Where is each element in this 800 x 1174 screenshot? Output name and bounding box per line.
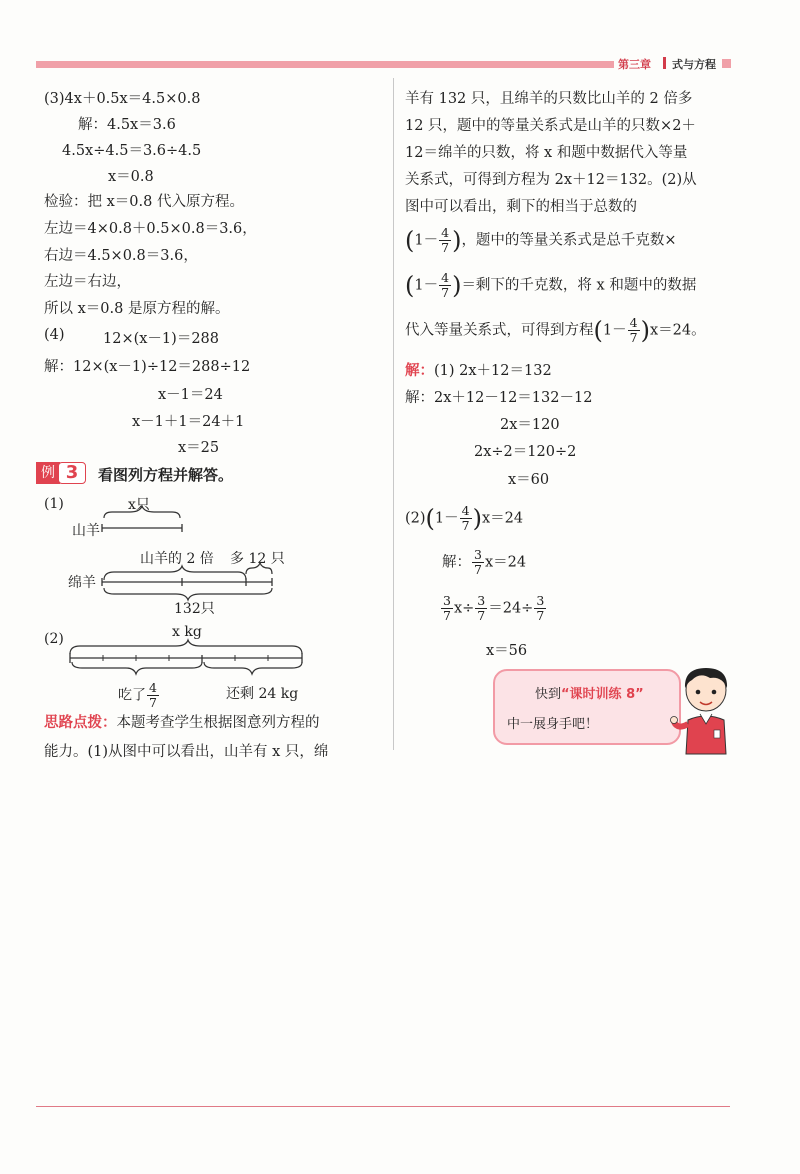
p3-step2: 4.5x÷4.5＝3.6÷4.5 (62, 143, 202, 159)
p4-label: (4) (44, 327, 65, 343)
speech-bubble (493, 669, 681, 745)
diagram1-sheep-label: 绵羊 (68, 575, 96, 591)
tip-line2: 能力。(1)从图中可以看出，山羊有 x 只，绵 (44, 744, 329, 760)
analysis-line2: 12 只，题中的等量关系式是山羊的只数×2＋ (405, 118, 696, 134)
diagram2-ate-label: 吃了 $\frac{4}{7}$ (118, 680, 157, 710)
solution-label: 解： (405, 363, 434, 379)
bubble-line2: 中一展身手吧！ (507, 717, 599, 732)
tip-label: 思路点拨： (44, 715, 117, 731)
diagram1-top-label: x只 (128, 497, 150, 513)
p3-check: 检验：把 x＝0.8 代入原方程。 (44, 194, 244, 210)
chapter-title: 式与方程 (672, 58, 716, 71)
example-number: 3 (58, 462, 86, 484)
analysis-line7: (1－ $\frac{4}{7}$ )＝剩下的千克数，将 x 和题中的数据 (405, 270, 697, 300)
solution1-step4: x＝60 (508, 472, 550, 488)
solution1-step1: 解：2x＋12－12＝132－12 (405, 390, 593, 406)
bubble-line1: 快到“课时训练 8” (535, 687, 644, 702)
analysis-line8: 代入等量关系式，可得到方程(1－ $\frac{4}{7}$ )x＝24。 (405, 315, 706, 345)
analysis-line6: (1－ $\frac{4}{7}$ )，题中的等量关系式是总千克数× (405, 225, 677, 255)
solution2-step2: $\frac{3}{7}$ x÷ $\frac{3}{7}$ ＝24÷ $\frac{3}{7}$ (443, 593, 545, 623)
diagram1-more-label: 多 12 只 (230, 551, 285, 567)
chapter-label: 第三章 (618, 58, 651, 71)
analysis-line5: 图中可以看出，剩下的相当于总数的 (405, 199, 637, 215)
tip-line1: 思路点拨：本题考查学生根据图意列方程的 (44, 715, 320, 731)
solution1-step3: 2x÷2＝120÷2 (474, 444, 577, 460)
analysis-line1: 羊有 132 只，且绵羊的只数比山羊的 2 倍多 (405, 91, 693, 107)
example-title: 看图列方程并解答。 (98, 466, 234, 484)
p4-equation: 12×(x－1)＝288 (103, 331, 219, 347)
p4-step1: 解：12×(x－1)÷12＝288÷12 (44, 359, 251, 375)
p3-step1: 解：4.5x＝3.6 (78, 117, 176, 133)
p3-equal: 左边＝右边， (44, 274, 131, 290)
solution1-step2: 2x＝120 (500, 417, 560, 433)
diagram2-top-label: x kg (172, 624, 202, 640)
solution-line1: 解：(1) 2x＋12＝132 (405, 363, 552, 379)
p3-step3: x＝0.8 (108, 169, 154, 185)
p3-right-side: 右边＝4.5×0.8＝3.6， (44, 248, 198, 264)
example-prefix: 例 (36, 462, 60, 484)
p4-step3: x－1＋1＝24＋1 (132, 414, 245, 430)
diagram1-goat-label: 山羊 (72, 523, 100, 539)
cartoon-boy-icon (670, 664, 740, 756)
diagram1-label: (1) (44, 496, 64, 512)
diagram2-label: (2) (44, 631, 64, 647)
diagram1-double-label: 山羊的 2 倍 (140, 551, 214, 567)
solution2-step3: x＝56 (486, 643, 528, 659)
analysis-line4: 关系式，可得到方程为 2x＋12＝132。(2)从 (405, 172, 697, 188)
p3-title: (3)4x＋0.5x＝4.5×0.8 (44, 91, 201, 107)
analysis-line3: 12＝绵羊的只数，将 x 和题中数据代入等量 (405, 145, 688, 161)
p3-left-side: 左边＝4×0.8＋0.5×0.8＝3.6， (44, 221, 257, 237)
p3-conclusion: 所以 x＝0.8 是原方程的解。 (44, 301, 230, 317)
p4-step4: x＝25 (178, 440, 220, 456)
solution2-step1: 解： $\frac{3}{7}$ x＝24 (442, 547, 527, 577)
footer-line (36, 1106, 730, 1107)
p4-step2: x－1＝24 (158, 387, 223, 403)
diagram2-left-label: 还剩 24 kg (226, 686, 299, 702)
solution2-equation: (2)(1－ $\frac{4}{7}$ )x＝24 (405, 503, 524, 533)
diagram1-total-label: 132只 (174, 601, 215, 617)
